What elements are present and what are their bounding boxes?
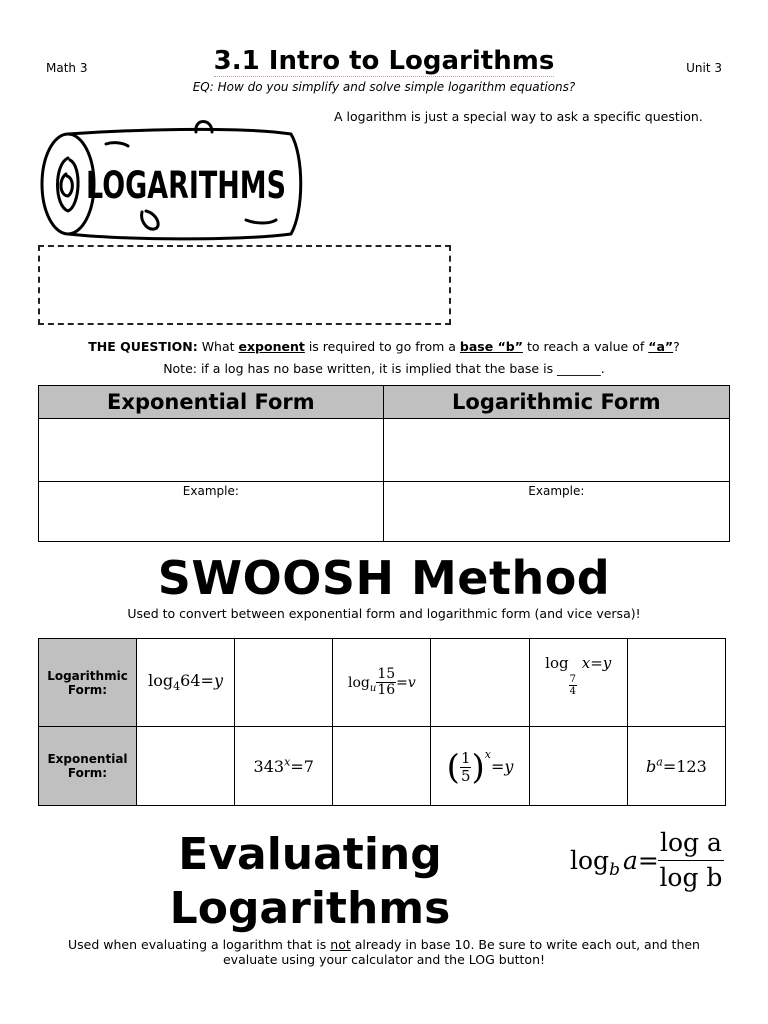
question-label: THE QUESTION:: [88, 339, 198, 354]
page-title-text: 3.1 Intro to Logarithms: [213, 46, 555, 76]
log-cell-1: $\log_464=y$: [137, 639, 235, 727]
log-cell-3: log $\frac{7}{4}$ x=y: [529, 639, 627, 727]
evaluating-title: [130, 828, 490, 936]
question-part1: What: [201, 339, 235, 354]
swoosh-title: SWOOSH Method: [157, 551, 611, 605]
unit-label: Unit 3: [686, 61, 722, 75]
question-part4: ?: [673, 339, 680, 354]
logo-text: LOGARITHMS: [86, 164, 286, 207]
change-of-base-formula: $\log_b a=$ $\frac{\text{log a}}{\text{log b}}$: [570, 826, 740, 906]
row-label-logarithmic: Logarithmic Form:: [39, 639, 137, 727]
definition-box[interactable]: [38, 245, 451, 325]
question-part3: to reach a value of: [526, 339, 645, 354]
formula-denominator: log b: [659, 863, 723, 892]
row-label-exponential: Exponential Form:: [39, 727, 137, 806]
answer-cell-5[interactable]: [333, 727, 431, 806]
answer-cell-4[interactable]: [137, 727, 235, 806]
exponential-form-cell[interactable]: [39, 419, 384, 482]
logarithmic-row: [39, 639, 726, 727]
page-title: [0, 46, 768, 76]
example-label: Example:: [528, 484, 585, 498]
swoosh-subtitle: Used to convert between exponential form and logarithmic form (and vice versa)!: [127, 606, 641, 621]
question-exponent: exponent: [238, 339, 305, 354]
answer-cell-3[interactable]: [627, 639, 725, 727]
question-part2: is required to go from a: [308, 339, 456, 354]
log-cell-2: $\log_u$ $\frac{15}{16}$ =v: [333, 639, 431, 727]
exp-cell-3: $b^a=123$: [627, 727, 725, 806]
evaluating-title-line2: Logarithms: [169, 883, 451, 934]
answer-cell-2[interactable]: [431, 639, 529, 727]
exponential-example-cell[interactable]: [39, 482, 384, 542]
formula-numerator: log a: [658, 826, 724, 861]
question-base: base “b”: [459, 339, 523, 354]
forms-table: [38, 385, 730, 542]
exponential-form-header: Exponential Form: [39, 386, 384, 419]
swoosh-table: [38, 638, 726, 806]
answer-cell-1[interactable]: [235, 639, 333, 727]
example-label: Example:: [182, 484, 239, 498]
answer-cell-6[interactable]: [529, 727, 627, 806]
course-label: Math 3: [46, 61, 88, 75]
intro-text: A logarithm is just a special way to ask a specific question.: [334, 109, 703, 124]
logarithmic-example-cell[interactable]: [383, 482, 729, 542]
exp-cell-2: ( $\frac{1}{5}$ )$^x$=y: [431, 727, 529, 806]
exp-cell-1: $343^x=7$: [235, 727, 333, 806]
log-clipart-logo: [36, 116, 306, 246]
question-a: “a”: [648, 339, 674, 354]
logarithmic-form-cell[interactable]: [383, 419, 729, 482]
exponential-row: [39, 727, 726, 806]
evaluating-title-line1: Evaluating: [178, 829, 442, 880]
logarithmic-form-header: Logarithmic Form: [383, 386, 729, 419]
evaluating-subtitle: Used when evaluating a logarithm that is not already in base 10. Be sure to write each out, and then evaluate using your calculator and the LOG button!: [68, 937, 700, 967]
base-note: Note: if a log has no base written, it is implied that the base is _______.: [163, 361, 605, 376]
the-question: [0, 339, 768, 354]
essential-question: EQ: How do you simplify and solve simple logarithm equations?: [192, 80, 576, 94]
